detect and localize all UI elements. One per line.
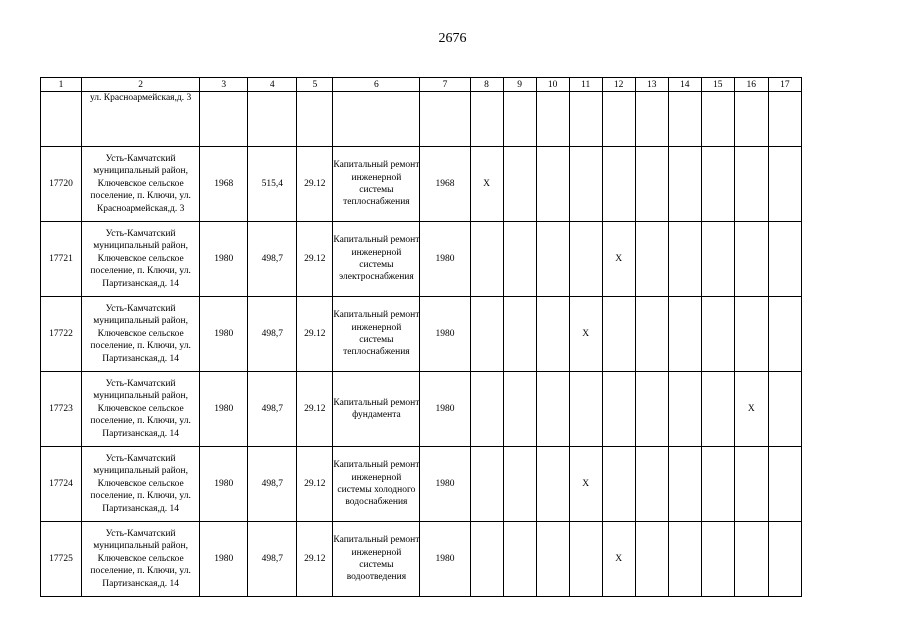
empty-cell — [602, 147, 635, 222]
empty-cell — [470, 297, 503, 372]
empty-cell — [734, 147, 768, 222]
column-number-cell: 6 — [333, 78, 420, 92]
empty-cell — [635, 147, 668, 222]
column-number-cell: 13 — [635, 78, 668, 92]
empty-cell — [569, 522, 602, 597]
column-number-cell: 16 — [734, 78, 768, 92]
year-cell: 1980 — [200, 222, 248, 297]
column-number-cell: 7 — [420, 78, 470, 92]
mark-cell: X — [569, 297, 602, 372]
empty-cell — [470, 522, 503, 597]
empty-cell — [768, 447, 801, 522]
empty-cell — [701, 447, 734, 522]
empty-cell — [701, 522, 734, 597]
empty-cell — [768, 372, 801, 447]
table-row — [41, 147, 802, 222]
empty-cell — [734, 222, 768, 297]
col7-cell: 1980 — [420, 297, 470, 372]
empty-cell — [41, 92, 82, 147]
address-cell: Усть-Камчатский муниципальный район, Ключевское сельское поселение, п. Ключи, ул. Партизанская,д. 14 — [82, 372, 200, 447]
column-number-cell: 12 — [602, 78, 635, 92]
year-cell: 1980 — [200, 297, 248, 372]
table-row — [41, 372, 802, 447]
empty-cell — [635, 222, 668, 297]
empty-cell — [668, 297, 701, 372]
repair-schedule-table — [40, 77, 802, 597]
record-id-cell: 17722 — [41, 297, 82, 372]
record-id-cell: 17725 — [41, 522, 82, 597]
empty-cell — [569, 92, 602, 147]
empty-cell — [503, 297, 536, 372]
table-row — [41, 522, 802, 597]
column-number-cell: 4 — [248, 78, 297, 92]
empty-cell — [536, 447, 569, 522]
empty-cell — [569, 372, 602, 447]
column-number-cell: 9 — [503, 78, 536, 92]
empty-cell — [635, 92, 668, 147]
area-cell: 498,7 — [248, 297, 297, 372]
empty-cell — [635, 372, 668, 447]
column-number-cell: 15 — [701, 78, 734, 92]
address-cell: Усть-Камчатский муниципальный район, Ключевское сельское поселение, п. Ключи, ул. Партизанская,д. 14 — [82, 447, 200, 522]
empty-cell — [503, 447, 536, 522]
mark-cell: X — [602, 222, 635, 297]
table-row — [41, 222, 802, 297]
mark-cell: X — [734, 372, 768, 447]
empty-cell — [701, 147, 734, 222]
empty-cell — [768, 222, 801, 297]
record-id-cell: 17720 — [41, 147, 82, 222]
empty-cell — [701, 222, 734, 297]
record-id-cell: 17721 — [41, 222, 82, 297]
col5-cell: 29.12 — [297, 147, 333, 222]
empty-cell — [668, 447, 701, 522]
empty-cell — [635, 297, 668, 372]
empty-cell — [668, 372, 701, 447]
column-number-cell: 10 — [536, 78, 569, 92]
empty-cell — [536, 92, 569, 147]
empty-cell — [503, 147, 536, 222]
empty-cell — [734, 522, 768, 597]
column-number-cell: 14 — [668, 78, 701, 92]
empty-cell — [768, 147, 801, 222]
empty-cell — [668, 147, 701, 222]
empty-cell — [248, 92, 297, 147]
empty-cell — [297, 92, 333, 147]
year-cell: 1980 — [200, 522, 248, 597]
year-cell: 1980 — [200, 372, 248, 447]
empty-cell — [602, 92, 635, 147]
empty-cell — [635, 522, 668, 597]
column-number-cell: 8 — [470, 78, 503, 92]
empty-cell — [701, 372, 734, 447]
work-type-cell: Капитальный ремонт инженерной системы электроснабжения — [333, 222, 420, 297]
mark-cell: X — [470, 147, 503, 222]
empty-cell — [503, 372, 536, 447]
column-number-cell: 5 — [297, 78, 333, 92]
work-type-cell: Капитальный ремонт инженерной системы водоотведения — [333, 522, 420, 597]
empty-cell — [768, 297, 801, 372]
col5-cell: 29.12 — [297, 297, 333, 372]
empty-cell — [701, 297, 734, 372]
empty-cell — [536, 147, 569, 222]
empty-cell — [503, 222, 536, 297]
empty-cell — [602, 372, 635, 447]
work-type-cell: Капитальный ремонт инженерной системы теплоснабжения — [333, 297, 420, 372]
empty-cell — [602, 447, 635, 522]
empty-cell — [668, 222, 701, 297]
area-cell: 498,7 — [248, 372, 297, 447]
col7-cell: 1980 — [420, 372, 470, 447]
col7-cell: 1980 — [420, 447, 470, 522]
empty-cell — [668, 92, 701, 147]
col5-cell: 29.12 — [297, 222, 333, 297]
area-cell: 498,7 — [248, 222, 297, 297]
table-row — [41, 297, 802, 372]
col5-cell: 29.12 — [297, 372, 333, 447]
address-cell: Усть-Камчатский муниципальный район, Ключевское сельское поселение, п. Ключи, ул. Партизанская,д. 14 — [82, 297, 200, 372]
column-number-cell: 1 — [41, 78, 82, 92]
mark-cell: X — [602, 522, 635, 597]
table-row — [41, 447, 802, 522]
empty-cell — [536, 222, 569, 297]
col7-cell: 1980 — [420, 222, 470, 297]
address-cell: Усть-Камчатский муниципальный район, Ключевское сельское поселение, п. Ключи, ул. Партизанская,д. 14 — [82, 222, 200, 297]
empty-cell — [536, 372, 569, 447]
column-number-cell: 3 — [200, 78, 248, 92]
empty-cell — [734, 92, 768, 147]
area-cell: 498,7 — [248, 447, 297, 522]
address-cell: Усть-Камчатский муниципальный район, Ключевское сельское поселение, п. Ключи, ул. Партизанская,д. 14 — [82, 522, 200, 597]
column-number-cell: 2 — [82, 78, 200, 92]
empty-cell — [536, 522, 569, 597]
empty-cell — [333, 92, 420, 147]
empty-cell — [635, 447, 668, 522]
empty-cell — [734, 447, 768, 522]
record-id-cell: 17723 — [41, 372, 82, 447]
continuation-row — [41, 92, 802, 147]
col5-cell: 29.12 — [297, 447, 333, 522]
empty-cell — [200, 92, 248, 147]
empty-cell — [470, 222, 503, 297]
area-cell: 498,7 — [248, 522, 297, 597]
empty-cell — [503, 92, 536, 147]
area-cell: 515,4 — [248, 147, 297, 222]
address-cell: ул. Красноармейская,д. 3 — [82, 92, 200, 147]
col5-cell: 29.12 — [297, 522, 333, 597]
page-number: 2676 — [438, 31, 467, 46]
col7-cell: 1980 — [420, 522, 470, 597]
year-cell: 1980 — [200, 447, 248, 522]
empty-cell — [470, 447, 503, 522]
empty-cell — [701, 92, 734, 147]
empty-cell — [602, 297, 635, 372]
empty-cell — [470, 92, 503, 147]
column-number-cell: 17 — [768, 78, 801, 92]
record-id-cell: 17724 — [41, 447, 82, 522]
col7-cell: 1968 — [420, 147, 470, 222]
column-number-cell: 11 — [569, 78, 602, 92]
mark-cell: X — [569, 447, 602, 522]
empty-cell — [503, 522, 536, 597]
work-type-cell: Капитальный ремонт фундамента — [333, 372, 420, 447]
empty-cell — [470, 372, 503, 447]
empty-cell — [734, 297, 768, 372]
empty-cell — [420, 92, 470, 147]
address-cell: Усть-Камчатский муниципальный район, Ключевское сельское поселение, п. Ключи, ул. Красноармейская,д. 3 — [82, 147, 200, 222]
year-cell: 1968 — [200, 147, 248, 222]
work-type-cell: Капитальный ремонт инженерной системы холодного водоснабжения — [333, 447, 420, 522]
empty-cell — [768, 522, 801, 597]
empty-cell — [668, 522, 701, 597]
empty-cell — [569, 222, 602, 297]
empty-cell — [768, 92, 801, 147]
work-type-cell: Капитальный ремонт инженерной системы теплоснабжения — [333, 147, 420, 222]
empty-cell — [569, 147, 602, 222]
empty-cell — [536, 297, 569, 372]
column-number-row — [41, 78, 802, 92]
